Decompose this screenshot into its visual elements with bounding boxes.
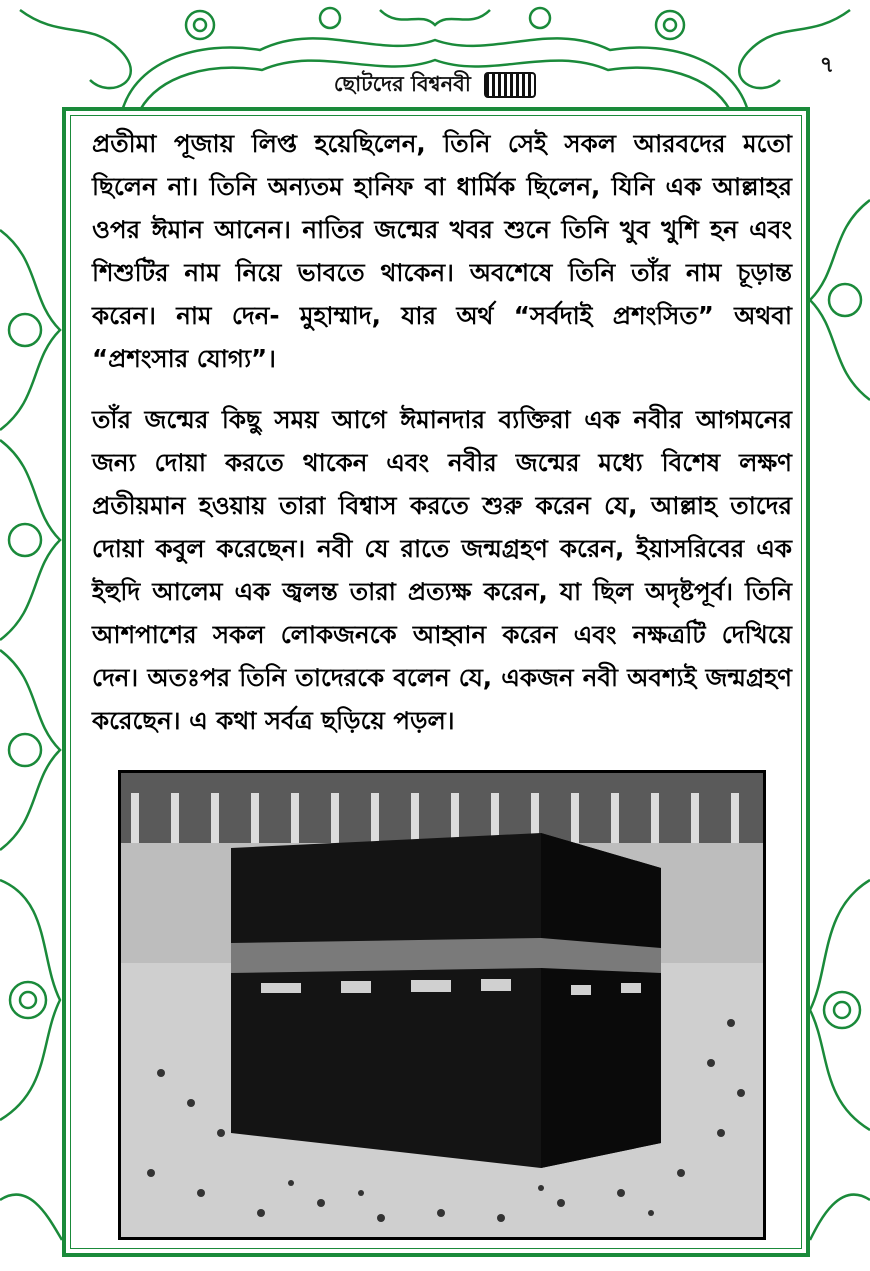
paragraph: তাঁর জন্মের কিছু সময় আগে ঈমানদার ব্যক্তিরা এক নবীর আগমনের জন্য দোয়া করতে থাকেন এবং নবীর জন্মের মধ্যে বিশেষ লক্ষণ প্রতীয়মান হওয়ায় তারা বিশ্বাস করতে শুরু করেন যে, আল্লাহ তাদের দোয়া কবুল করেছেন। নবী যে রাতে জন্মগ্রহণ করেন, ইয়াসরিবের এক ইহুদি আলেম এক জ্বলন্ত তারা প্রত্যক্ষ করেন, যা ছিল অদৃষ্টপূর্ব। তিনি আশপাশের সকল লোকজনকে আহ্বান করেন এবং নক্ষত্রটি দেখিয়ে দেন। অতঃপর তিনি তাদেরকে বলেন যে, একজন নবী অবশ্যই জন্মগ্রহণ করেছেন। এ কথা সর্বত্র ছড়িয়ে পড়ল। [92,405,792,735]
book-title: ছোটদের বিশ্বনবী [333,72,471,96]
kaaba-photo [118,770,766,1240]
publisher-logo [484,72,536,98]
body-text [92,122,792,760]
page-number: ৭ [819,53,834,78]
running-header [0,68,870,103]
paragraph: প্রতীমা পূজায় লিপ্ত হয়েছিলেন, তিনি সেই সকল আরবদের মতো ছিলেন না। তিনি অন্যতম হানিফ বা ধার্মিক ছিলেন, যিনি এক আল্লাহর ওপর ঈমান আনেন। নাতির জন্মের খবর শুনে তিনি খুব খুশি হন এবং শিশুটির নাম নিয়ে ভাবতে থাকেন। অবশেষে তিনি তাঁর নাম চূড়ান্ত করেন। নাম দেন- মুহাম্মাদ, যার অর্থ “সর্বদাই প্রশংসিত” অথবা “প্রশংসার যোগ্য”। [92,129,792,373]
